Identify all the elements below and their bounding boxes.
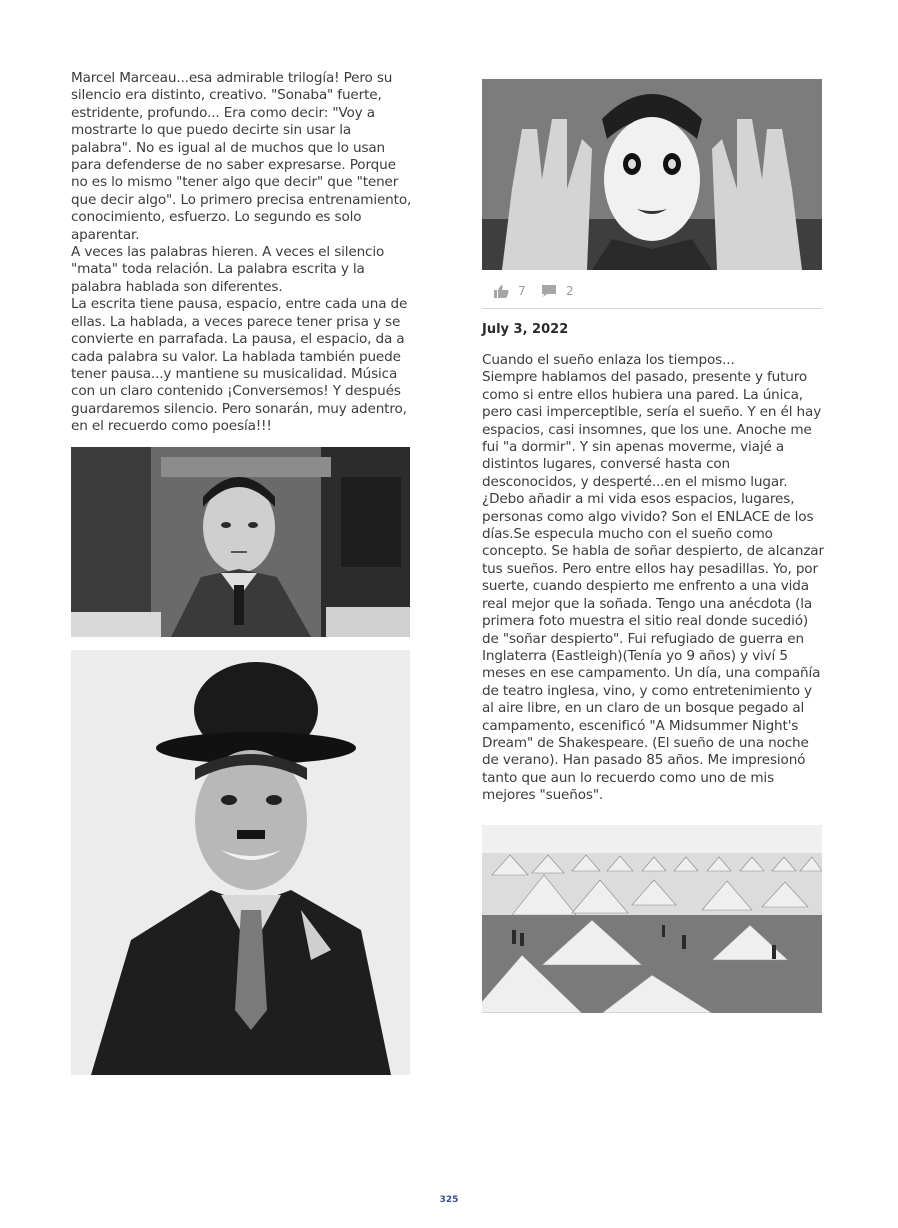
- left-text-column: [71, 70, 413, 436]
- chaplin-illustration: [71, 650, 410, 1075]
- thumbs-up-icon: [493, 284, 509, 298]
- like-count: 7: [518, 284, 526, 298]
- page-number: 325: [439, 1195, 459, 1205]
- comment-button[interactable]: [541, 284, 574, 298]
- social-bar: [482, 280, 822, 309]
- post-body: [482, 352, 824, 805]
- marceau-illustration: [482, 79, 822, 270]
- chaplin-photo: [71, 650, 410, 1075]
- paragraph: La escrita tiene pausa, espacio, entre cada una de ellas. La hablada, a veces parece tener prisa y se convierte en parrafada. La pausa, el espacio, da a cada palabra su valor. La hablada también puede tener pausa...y mantiene su musicalidad. Música con un claro contenido ¡Conversemos! Y después guardaremos silencio. Pero sonarán, muy adentro, en el recuerdo como poesía!!!: [71, 296, 408, 435]
- like-button[interactable]: [493, 284, 526, 298]
- comment-count: 2: [566, 284, 574, 298]
- marceau-photo: [482, 79, 822, 270]
- speech-bubble-icon: [541, 284, 557, 298]
- camp-illustration: [482, 825, 822, 1013]
- post-heading: Cuando el sueño enlaza los tiempos...: [482, 352, 735, 368]
- keaton-photo: [71, 447, 410, 637]
- camp-photo: [482, 825, 822, 1013]
- paragraph: Marcel Marceau...esa admirable trilogía! Pero su silencio era distinto, creativo. "Sonaba" fuerte, estridente, profundo... Era como decir: "Voy a mostrarte lo que puedo decirte sin usar la palabra". No es igual al de muchos que lo usan para defenderse de no saber expresarse. Porque no es lo mismo "tener algo que decir" que "tener que decir algo". Lo primero precisa entrenamiento, conocimiento, esfuerzo. Lo segundo es solo aparentar.: [71, 70, 412, 243]
- post-date: July 3, 2022: [482, 322, 569, 337]
- keaton-illustration: [71, 447, 410, 637]
- post-paragraph: Siempre hablamos del pasado, presente y futuro como si entre ellos hubiera una pared. La única, pero casi imperceptible, sería el sueño. Y en él hay espacios, casi insomnes, que los une. Anoche me fui "a dormir". Y sin apenas moverme, viajé a distintos lugares, conversé hasta con desconocidos, y desperté...en el mismo lugar. ¿Debo añadir a mi vida esos espacios, lugares, personas como algo vivido? Son el ENLACE de los días.Se especula mucho con el sueño como concepto. Se habla de soñar despierto, de alcanzar tus sueños. Pero entre ellos hay pesadillas. Yo, por suerte, cuando despierto me enfrento a una vida real mejor que la soñada. Tengo una anécdota (la primera foto muestra el sitio real donde sucedió) de "soñar despierto". Fui refugiado de guerra en Inglaterra (Eastleigh)(Tenía yo 9 años) y viví 5 meses en ese campamento. Un día, una compañía de teatro inglesa, vino, y como entretenimiento y al aire libre, en un claro de un bosque pegado al campamento, escenificó "A Midsummer Night's Dream" de Shakespeare. (El sueño de una noche de verano). Han pasado 85 años. Me impresionó tanto que aun lo recuerdo como uno de mis mejores "sueños".: [482, 369, 824, 804]
- paragraph: A veces las palabras hieren. A veces el silencio "mata" toda relación. La palabra escrita y la palabra hablada son diferentes.: [71, 244, 385, 295]
